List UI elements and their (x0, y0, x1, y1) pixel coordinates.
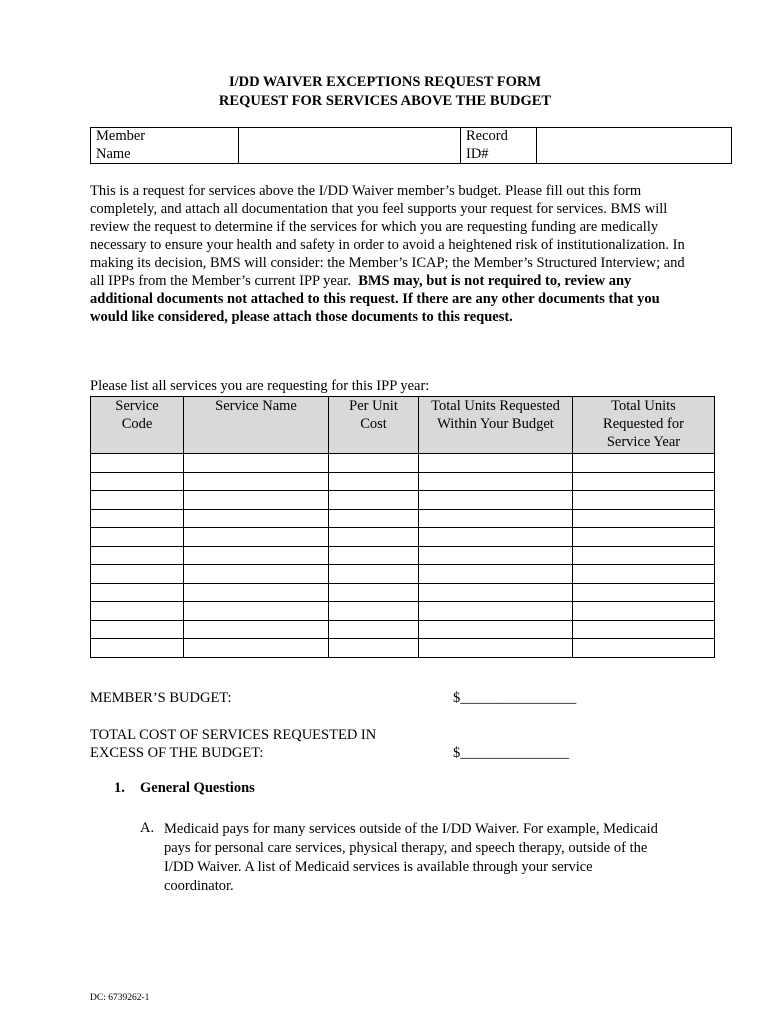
table-cell[interactable] (91, 472, 184, 491)
col-units-service-year-line3: Service Year (606, 434, 681, 450)
table-cell[interactable] (419, 509, 573, 528)
intro-bold-text: BMS may, but is not required to, review any additional documents not attached to this request. If there are any other documents that you would like considered, please attach those documents to this request. (90, 273, 660, 325)
section-number: 1. (114, 780, 125, 796)
table-row (91, 454, 715, 473)
table-cell[interactable] (329, 546, 419, 565)
record-label-line1: Record (466, 128, 508, 144)
total-cost-label-line2: EXCESS OF THE BUDGET: (90, 745, 264, 761)
table-cell[interactable] (419, 546, 573, 565)
document-code: DC: 6739262-1 (90, 993, 150, 1003)
table-row (91, 491, 715, 510)
member-label-line1: Member (96, 128, 146, 144)
col-service-name (184, 397, 329, 454)
table-cell[interactable] (91, 565, 184, 584)
col-service-name-line1: Service Name (215, 398, 297, 414)
table-row (91, 565, 715, 584)
table-row (91, 546, 715, 565)
table-cell[interactable] (91, 546, 184, 565)
table-cell[interactable] (184, 565, 329, 584)
col-per-unit-cost-line1: Per Unit (349, 398, 398, 414)
table-cell[interactable] (184, 583, 329, 602)
table-cell[interactable] (573, 620, 715, 639)
table-cell[interactable] (91, 602, 184, 621)
table-cell[interactable] (573, 565, 715, 584)
total-cost-field[interactable]: $_______________ (453, 745, 569, 761)
record-id-field[interactable] (537, 128, 732, 164)
table-cell[interactable] (184, 639, 329, 658)
table-cell[interactable] (329, 602, 419, 621)
table-cell[interactable] (91, 583, 184, 602)
table-cell[interactable] (419, 472, 573, 491)
table-cell[interactable] (573, 546, 715, 565)
table-cell[interactable] (184, 546, 329, 565)
table-cell[interactable] (573, 639, 715, 658)
table-cell[interactable] (419, 454, 573, 473)
table-cell[interactable] (329, 491, 419, 510)
table-cell[interactable] (91, 491, 184, 510)
table-row (91, 509, 715, 528)
table-row (91, 472, 715, 491)
col-units-within-budget (419, 397, 573, 454)
table-cell[interactable] (184, 491, 329, 510)
table-cell[interactable] (573, 454, 715, 473)
table-cell[interactable] (329, 472, 419, 491)
col-units-service-year (573, 397, 715, 454)
table-cell[interactable] (184, 454, 329, 473)
table-cell[interactable] (419, 528, 573, 547)
table-row (91, 583, 715, 602)
table-cell[interactable] (573, 602, 715, 621)
table-cell[interactable] (419, 583, 573, 602)
table-cell[interactable] (184, 472, 329, 491)
table-row (91, 528, 715, 547)
member-budget-label: MEMBER’S BUDGET: (90, 690, 232, 706)
table-cell[interactable] (329, 639, 419, 658)
table-cell[interactable] (91, 620, 184, 639)
table-cell[interactable] (329, 454, 419, 473)
record-label-line2: ID# (466, 145, 489, 162)
table-cell[interactable] (329, 565, 419, 584)
intro-text: This is a request for services above the I/DD Waiver member’s budget. Please fill out this form completely, and attach all documentation that you feel supports your request for services. BMS will review the request to determine if the services for which you are requesting funding are medically necessary to ensure your health and safety in order to avoid a heightened risk of institutionalization. In making its decision, BMS will consider: the Member’s ICAP; the Member’s Structured Interview; and all IPPs from the Member’s current IPP year. (90, 183, 685, 289)
table-cell[interactable] (184, 509, 329, 528)
table-cell[interactable] (184, 602, 329, 621)
item-a-letter: A. (140, 820, 155, 836)
col-units-service-year-line2: Requested for (603, 416, 684, 432)
table-cell[interactable] (184, 620, 329, 639)
col-units-within-budget-line1: Total Units Requested (431, 398, 560, 414)
table-cell[interactable] (573, 472, 715, 491)
intro-paragraph (90, 182, 690, 326)
table-cell[interactable] (91, 454, 184, 473)
col-per-unit-cost (329, 397, 419, 454)
col-units-within-budget-line2: Within Your Budget (437, 416, 554, 432)
table-row (91, 620, 715, 639)
table-cell[interactable] (329, 509, 419, 528)
table-row (91, 639, 715, 658)
table-cell[interactable] (329, 620, 419, 639)
col-units-service-year-line1: Total Units (611, 398, 676, 414)
item-a-text: Medicaid pays for many services outside of the I/DD Waiver. For example, Medicaid pays for personal care services, physical therapy, and speech therapy, outside of the I/DD Waiver. A list of Medicaid services is available through your service coordinator. (164, 821, 658, 894)
table-row (91, 602, 715, 621)
services-header-row (91, 397, 715, 454)
section-title: General Questions (140, 780, 255, 796)
member-name-field[interactable] (239, 128, 461, 164)
table-cell[interactable] (329, 528, 419, 547)
services-list-label: Please list all services you are requesting for this IPP year: (90, 378, 430, 394)
col-service-code-line1: Service (115, 398, 159, 414)
table-cell[interactable] (419, 620, 573, 639)
member-budget-field[interactable]: $________________ (453, 690, 577, 706)
services-body (91, 454, 715, 658)
table-cell[interactable] (573, 583, 715, 602)
table-cell[interactable] (419, 491, 573, 510)
col-per-unit-cost-line2: Cost (360, 416, 387, 432)
record-id-label (461, 128, 537, 164)
table-cell[interactable] (419, 602, 573, 621)
table-cell[interactable] (573, 528, 715, 547)
col-service-code (91, 397, 184, 454)
table-cell[interactable] (91, 639, 184, 658)
member-info-table (90, 127, 732, 164)
table-cell[interactable] (91, 509, 184, 528)
member-label-line2: Name (96, 145, 131, 162)
form-title: I/DD WAIVER EXCEPTIONS REQUEST FORM (228, 74, 542, 90)
member-name-label (91, 128, 239, 164)
table-cell[interactable] (419, 639, 573, 658)
total-cost-label-line1: TOTAL COST OF SERVICES REQUESTED IN (90, 727, 377, 743)
table-cell[interactable] (419, 565, 573, 584)
table-cell[interactable] (573, 491, 715, 510)
form-subtitle: REQUEST FOR SERVICES ABOVE THE BUDGET (218, 93, 552, 109)
table-cell[interactable] (329, 583, 419, 602)
table-cell[interactable] (573, 509, 715, 528)
col-service-code-line2: Code (121, 416, 153, 432)
table-cell[interactable] (91, 528, 184, 547)
services-table (90, 396, 715, 658)
table-cell[interactable] (184, 528, 329, 547)
